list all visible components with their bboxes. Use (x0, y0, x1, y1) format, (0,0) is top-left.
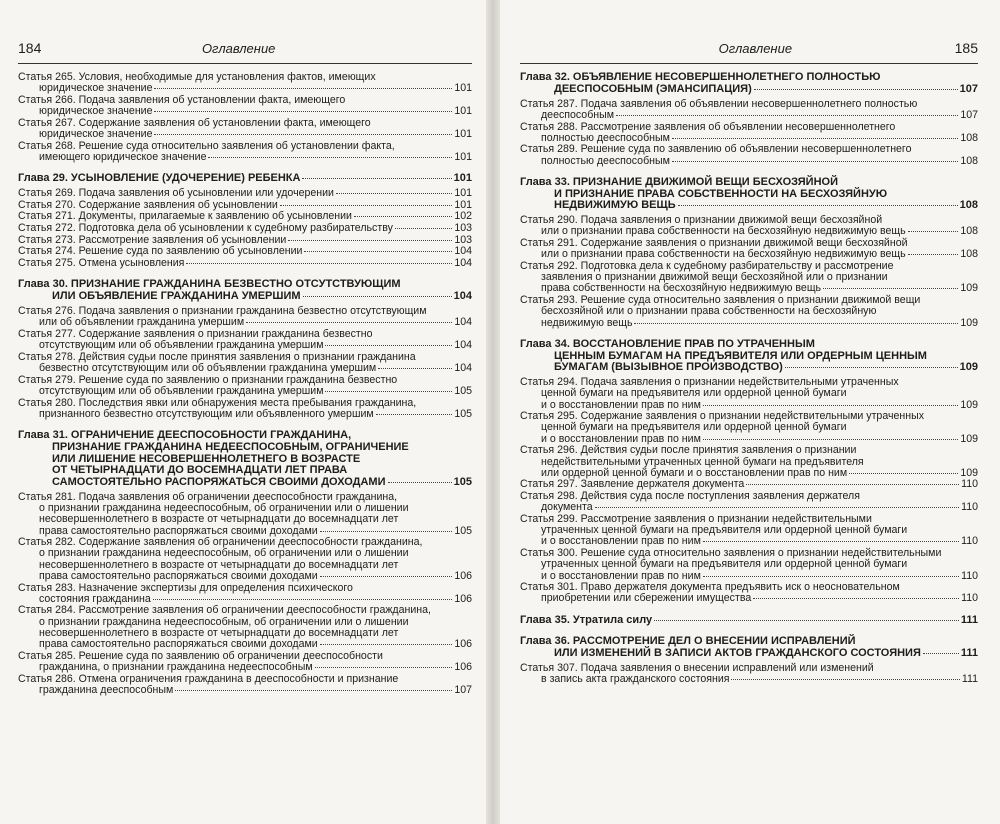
entry-text: Статья 267. Содержание заявления об установлении факта, имеющего (18, 116, 371, 129)
entry-text: Статья 291. Содержание заявления о признании движимой вещи бесхозяйной (520, 237, 908, 250)
entry-text: бесхозяйной или о признании права собственности на бесхозяйную (541, 305, 877, 318)
toc-article-entry (18, 258, 472, 269)
entry-text: Статья 275. Отмена усыновления (18, 257, 185, 270)
dot-leader (754, 89, 958, 90)
entry-text: и о восстановлении прав по ним (541, 398, 701, 411)
left-page (0, 0, 486, 824)
entry-text: ДЕЕСПОСОБНЫМ (ЭМАНСИПАЦИЯ) (554, 82, 752, 95)
entry-page-number: 103 (454, 222, 472, 235)
entry-page-number: 101 (454, 186, 472, 199)
entry-text: о признании гражданина недееспособным, об ограничении или о лишении (39, 547, 409, 560)
entry-text: документа (541, 501, 593, 514)
entry-text: САМОСТОЯТЕЛЬНО РАСПОРЯЖАТЬСЯ СВОИМИ ДОХОДАМИ (52, 476, 386, 489)
entry-text: Статья 294. Подача заявления о признании недействительными утраченных (520, 376, 899, 389)
entry-text: Статья 276. Подача заявления о признании гражданина безвестно отсутствующим (18, 304, 427, 317)
right-running-title: Оглавление (718, 41, 793, 56)
entry-text: права самостоятельно распоряжаться своими доходами (39, 524, 318, 537)
chapter-heading (520, 72, 978, 96)
chapter-heading (520, 636, 978, 660)
entry-page-number: 105 (454, 524, 472, 537)
entry-page-number: 109 (960, 316, 978, 329)
dot-leader (325, 391, 452, 392)
toc-article-entry (18, 246, 472, 257)
toc-article-entry (520, 663, 978, 685)
entry-text: Статья 299. Рассмотрение заявления о признании недействительными (520, 513, 872, 526)
entry-page-number: 108 (960, 131, 978, 144)
dot-leader (208, 157, 452, 158)
entry-text: Статья 282. Содержание заявления об ограничении дееспособности гражданина, (18, 536, 423, 549)
toc-article-entry (18, 72, 472, 94)
dot-leader (315, 667, 453, 668)
toc-article-entry (18, 235, 472, 246)
dot-leader (354, 216, 452, 217)
entry-text: права самостоятельно распоряжаться своими доходами (39, 569, 318, 582)
entry-text: недействительными утраченных ценной бумаги на предъявителя (541, 455, 864, 468)
dot-leader (672, 138, 958, 139)
entry-text: Статья 289. Решение суда по заявлению об объявлении несовершеннолетнего (520, 143, 912, 156)
entry-text: Статья 271. Документы, прилагаемые к заявлению об усыновлении (18, 210, 352, 223)
entry-text: Статья 265. Условия, необходимые для установления фактов, имеющих (18, 71, 376, 83)
entry-page-number: 109 (960, 466, 978, 479)
book-gutter (486, 0, 500, 824)
entry-text: ПРИЗНАНИЕ ГРАЖДАНИНА НЕДЕЕСПОСОБНЫМ, ОГРАНИЧЕНИЕ (52, 440, 409, 453)
dot-leader (388, 482, 452, 483)
entry-page-number: 109 (960, 432, 978, 445)
entry-text: Статья 285. Решение суда по заявлению об ограничении дееспособности (18, 649, 383, 662)
entry-text: признанного безвестно отсутствующим или объявленного умершим (39, 407, 374, 420)
entry-text: Статья 278. Действия судьи после принятия заявления о признании гражданина (18, 350, 416, 363)
entry-text: Глава 30. ПРИЗНАНИЕ ГРАЖДАНИНА БЕЗВЕСТНО ОТСУТСТВУЮЩИМ (18, 278, 401, 291)
entry-text: Глава 33. ПРИЗНАНИЕ ДВИЖИМОЙ ВЕЩИ БЕСХОЗЯЙНОЙ (520, 175, 838, 188)
entry-text: ИЛИ ОБЪЯВЛЕНИЕ ГРАЖДАНИНА УМЕРШИМ (52, 290, 301, 303)
dot-leader (703, 439, 958, 440)
entry-text: и о восстановлении прав по ним (541, 432, 701, 445)
entry-text: ЦЕННЫМ БУМАГАМ НА ПРЕДЪЯВИТЕЛЯ ИЛИ ОРДЕРНЫМ ЦЕННЫМ (554, 349, 927, 362)
entry-text: полностью дееспособным (541, 154, 670, 167)
entry-text: Глава 31. ОГРАНИЧЕНИЕ ДЕЕСПОСОБНОСТИ ГРАЖДАНИНА, (18, 428, 352, 441)
left-toc (18, 72, 472, 696)
entry-text: Статья 301. Право держателя документа предъявить иск о неосновательном (520, 581, 900, 594)
toc-article-entry (520, 411, 978, 445)
dot-leader (154, 88, 452, 89)
chapter-heading (520, 177, 978, 212)
dot-leader (703, 576, 959, 577)
entry-page-number: 110 (961, 535, 978, 548)
toc-article-entry (18, 583, 472, 605)
entry-page-number: 104 (453, 290, 472, 303)
chapter-heading (18, 430, 472, 489)
toc-article-entry (18, 398, 472, 420)
entry-text: заявления о признании движимой вещи бесхозяйной или о признании (541, 271, 888, 284)
entry-text: утраченных ценной бумаги на предъявителя или ордерной ценной бумаги (541, 524, 908, 537)
toc-article-entry (520, 479, 978, 490)
left-running-title: Оглавление (201, 41, 276, 56)
entry-text: БУМАГАМ (ВЫЗЫВНОЕ ПРОИЗВОДСТВО) (554, 361, 783, 374)
chapter-heading (18, 279, 472, 303)
entry-page-number: 104 (454, 316, 472, 329)
toc-article-entry (520, 548, 978, 582)
dot-leader (304, 251, 452, 252)
toc-article-entry (520, 238, 978, 260)
dot-leader (923, 653, 959, 654)
entry-text: Статья 290. Подача заявления о признании движимой вещи бесхозяйной (520, 214, 883, 227)
entry-text: гражданина дееспособным (39, 683, 174, 696)
entry-text: утраченных ценной бумаги на предъявителя или ордерной ценной бумаги (541, 558, 908, 571)
dot-leader (731, 679, 959, 680)
toc-article-entry (520, 144, 978, 166)
dot-leader (395, 228, 452, 229)
dot-leader (336, 193, 452, 194)
dot-leader (303, 296, 452, 297)
toc-article-entry (18, 223, 472, 234)
dot-leader (703, 541, 959, 542)
entry-text: о признании гражданина недееспособным, об ограничении или о лишении (39, 615, 409, 628)
entry-page-number: 109 (960, 282, 978, 295)
dot-leader (154, 111, 452, 112)
entry-text: полностью дееспособным (541, 131, 670, 144)
entry-page-number: 105 (453, 476, 472, 489)
dot-leader (616, 115, 958, 116)
entry-page-number: 110 (961, 569, 978, 582)
dot-leader (154, 134, 452, 135)
dot-leader (325, 345, 452, 346)
entry-text: безвестно отсутствующим или об объявлении гражданина умершим (39, 361, 377, 374)
entry-text: Статья 273. Рассмотрение заявления об усыновлении (18, 233, 287, 246)
entry-text: недвижимую вещь (541, 316, 633, 329)
toc-article-entry (18, 329, 472, 351)
entry-text: права собственности на бесхозяйную недвижимую вещь (541, 282, 822, 295)
toc-article-entry (18, 352, 472, 374)
entry-text: отсутствующим или об объявлении гражданина умершим (39, 384, 324, 397)
toc-article-entry (520, 514, 978, 548)
dot-leader (654, 620, 959, 621)
right-page-header (520, 40, 978, 64)
entry-text: Глава 32. ОБЪЯВЛЕНИЕ НЕСОВЕРШЕННОЛЕТНЕГО ПОЛНОСТЬЮ (520, 71, 881, 83)
entry-text: Глава 36. РАССМОТРЕНИЕ ДЕЛ О ВНЕСЕНИИ ИСПРАВЛЕНИЙ (520, 635, 856, 648)
toc-article-entry (18, 537, 472, 582)
entry-page-number: 109 (959, 361, 978, 374)
right-toc (520, 72, 978, 685)
dot-leader (634, 323, 958, 324)
right-page (500, 0, 1000, 824)
dot-leader (186, 263, 452, 264)
entry-text: ценной бумаги на предъявителя или ордерной ценной бумаги (541, 421, 847, 434)
dot-leader (246, 322, 452, 323)
chapter-heading (18, 173, 472, 185)
entry-page-number: 104 (454, 361, 472, 374)
dot-leader (153, 599, 453, 600)
dot-leader (280, 205, 453, 206)
toc-article-entry (520, 445, 978, 479)
entry-text: о признании гражданина недееспособным, об ограничении или о лишении (39, 502, 409, 515)
entry-text: Статья 280. Последствия явки или обнаружения места пребывания гражданина, (18, 396, 417, 409)
entry-text: Статья 287. Подача заявления об объявлении несовершеннолетнего полностью (520, 97, 918, 110)
toc-article-entry (18, 200, 472, 211)
chapter-heading (520, 615, 978, 627)
entry-text: и о восстановлении прав по ним (541, 569, 701, 582)
entry-page-number: 106 (454, 592, 472, 605)
entry-text: Статья 266. Подача заявления об установлении факта, имеющего (18, 93, 346, 106)
entry-text: несовершеннолетнего в возрасте от четырнадцати до восемнадцати лет (39, 513, 399, 526)
entry-text: юридическое значение (39, 82, 153, 95)
dot-leader (908, 231, 959, 232)
entry-page-number: 111 (960, 613, 978, 626)
toc-article-entry (18, 306, 472, 328)
entry-text: или о признании права собственности на бесхозяйную недвижимую вещь (541, 225, 906, 238)
entry-text: Статья 279. Решение суда по заявлению о признании гражданина безвестно (18, 373, 398, 386)
entry-text: Статья 274. Решение суда по заявлению об усыновлении (18, 245, 303, 258)
entry-text: ОТ ЧЕТЫРНАДЦАТИ ДО ВОСЕМНАДЦАТИ ЛЕТ ПРАВА (52, 464, 348, 477)
entry-text: гражданина, о признании гражданина недееспособным (39, 661, 313, 673)
entry-page-number: 105 (454, 384, 472, 397)
entry-page-number: 109 (960, 398, 978, 411)
toc-article-entry (520, 261, 978, 295)
entry-text: ценной бумаги на предъявителя или ордерной ценной бумаги (541, 387, 847, 400)
chapter-heading (520, 339, 978, 374)
entry-text: Статья 298. Действия суда после поступления заявления держателя (520, 490, 860, 503)
entry-text: Статья 272. Подготовка дела об усыновлении к судебному разбирательству (18, 222, 393, 235)
entry-text: Статья 297. Заявление держателя документа (520, 478, 745, 491)
entry-text: имеющего юридическое значение (39, 150, 207, 163)
toc-article-entry (520, 99, 978, 121)
entry-text: НЕДВИЖИМУЮ ВЕЩЬ (554, 199, 676, 212)
entry-text: Статья 281. Подача заявления об ограничении дееспособности гражданина, (18, 490, 398, 503)
entry-page-number: 103 (454, 233, 472, 246)
toc-article-entry (18, 188, 472, 199)
entry-text: Статья 288. Рассмотрение заявления об объявлении несовершеннолетнего (520, 120, 896, 133)
toc-article-entry (18, 605, 472, 650)
toc-article-entry (18, 651, 472, 673)
dot-leader (672, 161, 958, 162)
entry-text: и о восстановлении прав по ним (541, 535, 701, 548)
entry-page-number: 105 (454, 407, 472, 420)
right-page-number: 185 (954, 40, 978, 56)
entry-text: Статья 293. Решение суда относительно заявления о признании движимой вещи (520, 294, 921, 307)
entry-page-number: 106 (454, 638, 472, 651)
entry-page-number: 110 (961, 501, 978, 514)
entry-text: Статья 296. Действия судьи после принятия заявления о признании (520, 444, 857, 457)
dot-leader (320, 644, 453, 645)
entry-text: в запись акта гражданского состояния (541, 673, 730, 686)
entry-text: приобретении или сбережении имущества (541, 592, 752, 605)
dot-leader (378, 368, 452, 369)
dot-leader (320, 576, 453, 577)
entry-text: юридическое значение (39, 105, 153, 118)
entry-page-number: 101 (454, 105, 472, 118)
dot-leader (320, 531, 453, 532)
entry-page-number: 108 (959, 199, 978, 212)
entry-page-number: 108 (960, 154, 978, 167)
entry-text: Статья 307. Подача заявления о внесении исправлений или изменений (520, 662, 874, 675)
entry-text: дееспособным (541, 108, 615, 121)
entry-text: несовершеннолетнего в возрасте от четырнадцати до восемнадцати лет (39, 626, 399, 639)
entry-text: ИЛИ ИЗМЕНЕНИЙ В ЗАПИСИ АКТОВ ГРАЖДАНСКОГО СОСТОЯНИЯ (554, 647, 921, 660)
toc-article-entry (18, 141, 472, 163)
entry-page-number: 107 (959, 82, 978, 95)
toc-article-entry (18, 492, 472, 537)
dot-leader (288, 240, 452, 241)
entry-page-number: 101 (454, 198, 472, 211)
entry-text: состояния гражданина (39, 592, 151, 605)
entry-page-number: 110 (961, 592, 978, 605)
entry-text: Статья 292. Подготовка дела к судебному разбирательству и рассмотрение (520, 260, 894, 273)
entry-text: или о признании права собственности на бесхозяйную недвижимую вещь (541, 248, 906, 261)
entry-text: Статья 268. Решение суда относительно заявления об установлении факта, (18, 139, 395, 152)
entry-page-number: 104 (454, 257, 472, 270)
entry-text: Статья 295. Содержание заявления о признании недействительными утраченных (520, 410, 925, 423)
toc-article-entry (520, 215, 978, 237)
toc-article-entry (520, 582, 978, 604)
toc-article-entry (18, 674, 472, 696)
dot-leader (376, 414, 453, 415)
entry-text: Статья 284. Рассмотрение заявления об ограничении дееспособности гражданина, (18, 604, 431, 617)
entry-text: Статья 277. Содержание заявления о признании гражданина безвестно (18, 327, 373, 340)
entry-page-number: 106 (454, 569, 472, 582)
left-page-number: 184 (18, 40, 42, 56)
entry-text: или об объявлении гражданина умершим (39, 316, 245, 329)
toc-article-entry (18, 118, 472, 140)
dot-leader (595, 507, 959, 508)
entry-text: ИЛИ ЛИШЕНИЕ НЕСОВЕРШЕННОЛЕТНЕГО В ВОЗРАСТЕ (52, 452, 361, 465)
entry-text: Статья 286. Отмена ограничения гражданина в дееспособности и признание (18, 672, 399, 685)
dot-leader (678, 205, 958, 206)
entry-text: Статья 269. Подача заявления об усыновлении или удочерении (18, 186, 334, 199)
toc-article-entry (520, 491, 978, 513)
toc-article-entry (18, 95, 472, 117)
dot-leader (908, 254, 959, 255)
entry-text: несовершеннолетнего в возрасте от четырнадцати до восемнадцати лет (39, 558, 399, 571)
entry-text: юридическое значение (39, 128, 153, 141)
dot-leader (175, 690, 452, 691)
entry-text: Статья 300. Решение суда относительно заявления о признании недействительными (520, 547, 942, 560)
toc-article-entry (520, 377, 978, 411)
left-page-header (18, 40, 472, 64)
entry-page-number: 102 (454, 210, 472, 223)
entry-text: Статья 270. Содержание заявления об усыновлении (18, 198, 278, 211)
entry-page-number: 111 (961, 673, 978, 686)
entry-page-number: 107 (960, 108, 978, 121)
dot-leader (823, 288, 958, 289)
entry-page-number: 101 (454, 82, 472, 95)
toc-article-entry (18, 211, 472, 222)
entry-text: Статья 283. Назначение экспертизы для определения психического (18, 581, 353, 594)
dot-leader (703, 405, 958, 406)
entry-text: Глава 34. ВОССТАНОВЛЕНИЕ ПРАВ ПО УТРАЧЕННЫМ (520, 337, 815, 350)
entry-page-number: 104 (454, 339, 472, 352)
entry-page-number: 101 (454, 128, 472, 141)
dot-leader (302, 178, 451, 179)
entry-page-number: 111 (960, 647, 978, 660)
dot-leader (746, 484, 959, 485)
entry-text: или ордерной ценной бумаги и о восстановлении прав по ним (541, 466, 848, 479)
toc-article-entry (520, 122, 978, 144)
toc-article-entry (18, 375, 472, 397)
entry-page-number: 101 (453, 172, 472, 185)
entry-page-number: 104 (454, 245, 472, 258)
entry-page-number: 107 (454, 683, 472, 696)
entry-text: отсутствующим или об объявлении гражданина умершим (39, 339, 324, 352)
toc-article-entry (520, 295, 978, 329)
entry-page-number: 110 (961, 478, 978, 491)
dot-leader (785, 367, 958, 368)
entry-text: Глава 29. УСЫНОВЛЕНИЕ (УДОЧЕРЕНИЕ) РЕБЕНКА (18, 172, 301, 185)
entry-text: Глава 35. Утратила силу (520, 613, 653, 626)
entry-text: права самостоятельно распоряжаться своими доходами (39, 638, 318, 651)
entry-page-number: 108 (960, 248, 978, 261)
entry-page-number: 101 (454, 150, 472, 163)
dot-leader (849, 473, 958, 474)
entry-page-number: 106 (454, 661, 472, 673)
entry-text: И ПРИЗНАНИЕ ПРАВА СОБСТВЕННОСТИ НА БЕСХОЗЯЙНУЮ (554, 187, 888, 200)
entry-page-number: 108 (960, 225, 978, 238)
dot-leader (753, 598, 959, 599)
